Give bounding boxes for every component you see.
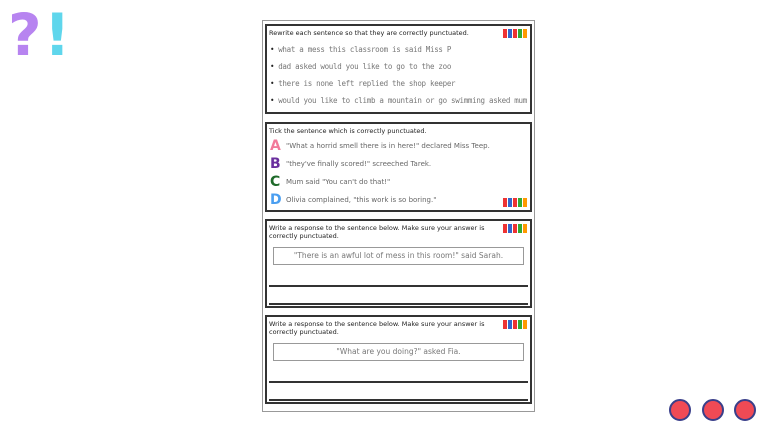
option-text: "they've finally scored!" screeched Tarek. <box>286 160 432 168</box>
logo-icon <box>503 224 527 233</box>
answer-line[interactable] <box>269 381 528 383</box>
section-title: Tick the sentence which is correctly punctuated. <box>269 127 427 135</box>
section-title: Write a response to the sentence below. Make sure your answer is correctly punctuated. <box>269 320 485 336</box>
list-item: • what a mess this classroom is said Miss P <box>270 45 530 54</box>
nav-dot-3[interactable] <box>734 399 756 421</box>
answer-line[interactable] <box>269 285 528 287</box>
letter-a-icon: A <box>270 138 281 154</box>
worksheet <box>262 20 535 412</box>
logo-icon <box>503 320 527 329</box>
option-text: "What a horrid smell there is in here!" declared Miss Teep. <box>286 142 490 150</box>
section-title: Write a response to the sentence below. Make sure your answer is correctly punctuated. <box>269 224 485 240</box>
logo-icon <box>503 198 527 207</box>
letter-c-icon: C <box>270 174 281 190</box>
list-item: • would you like to climb a mountain or go swimming asked mum <box>270 96 530 105</box>
option-a[interactable] <box>270 139 530 153</box>
list-item: • dad asked would you like to go to the zoo <box>270 62 530 71</box>
nav-dot-2[interactable] <box>702 399 724 421</box>
option-text: Olivia complained, "this work is so boring." <box>286 196 437 204</box>
nav-dot-1[interactable] <box>669 399 691 421</box>
answer-line[interactable] <box>269 303 528 305</box>
letter-d-icon: D <box>270 192 282 208</box>
logo-icon <box>503 29 527 38</box>
option-b[interactable] <box>270 157 530 171</box>
tick-section <box>265 122 532 212</box>
rewrite-section <box>265 24 532 114</box>
answer-line[interactable] <box>269 399 528 401</box>
option-c[interactable] <box>270 175 530 189</box>
option-text: Mum said "You can't do that!" <box>286 178 391 186</box>
list-item: • there is none left replied the shop keeper <box>270 79 530 88</box>
letter-b-icon: B <box>270 156 281 172</box>
prompt-sentence: "What are you doing?" asked Fia. <box>273 343 524 361</box>
prompt-sentence: "There is an awful lot of mess in this room!" said Sarah. <box>273 247 524 265</box>
question-mark-decoration: ? <box>8 1 42 69</box>
response-section-2 <box>265 315 532 404</box>
option-d[interactable] <box>270 193 530 207</box>
section-title: Rewrite each sentence so that they are correctly punctuated. <box>269 29 469 37</box>
exclamation-mark-decoration: ! <box>44 1 71 69</box>
response-section-1 <box>265 219 532 308</box>
